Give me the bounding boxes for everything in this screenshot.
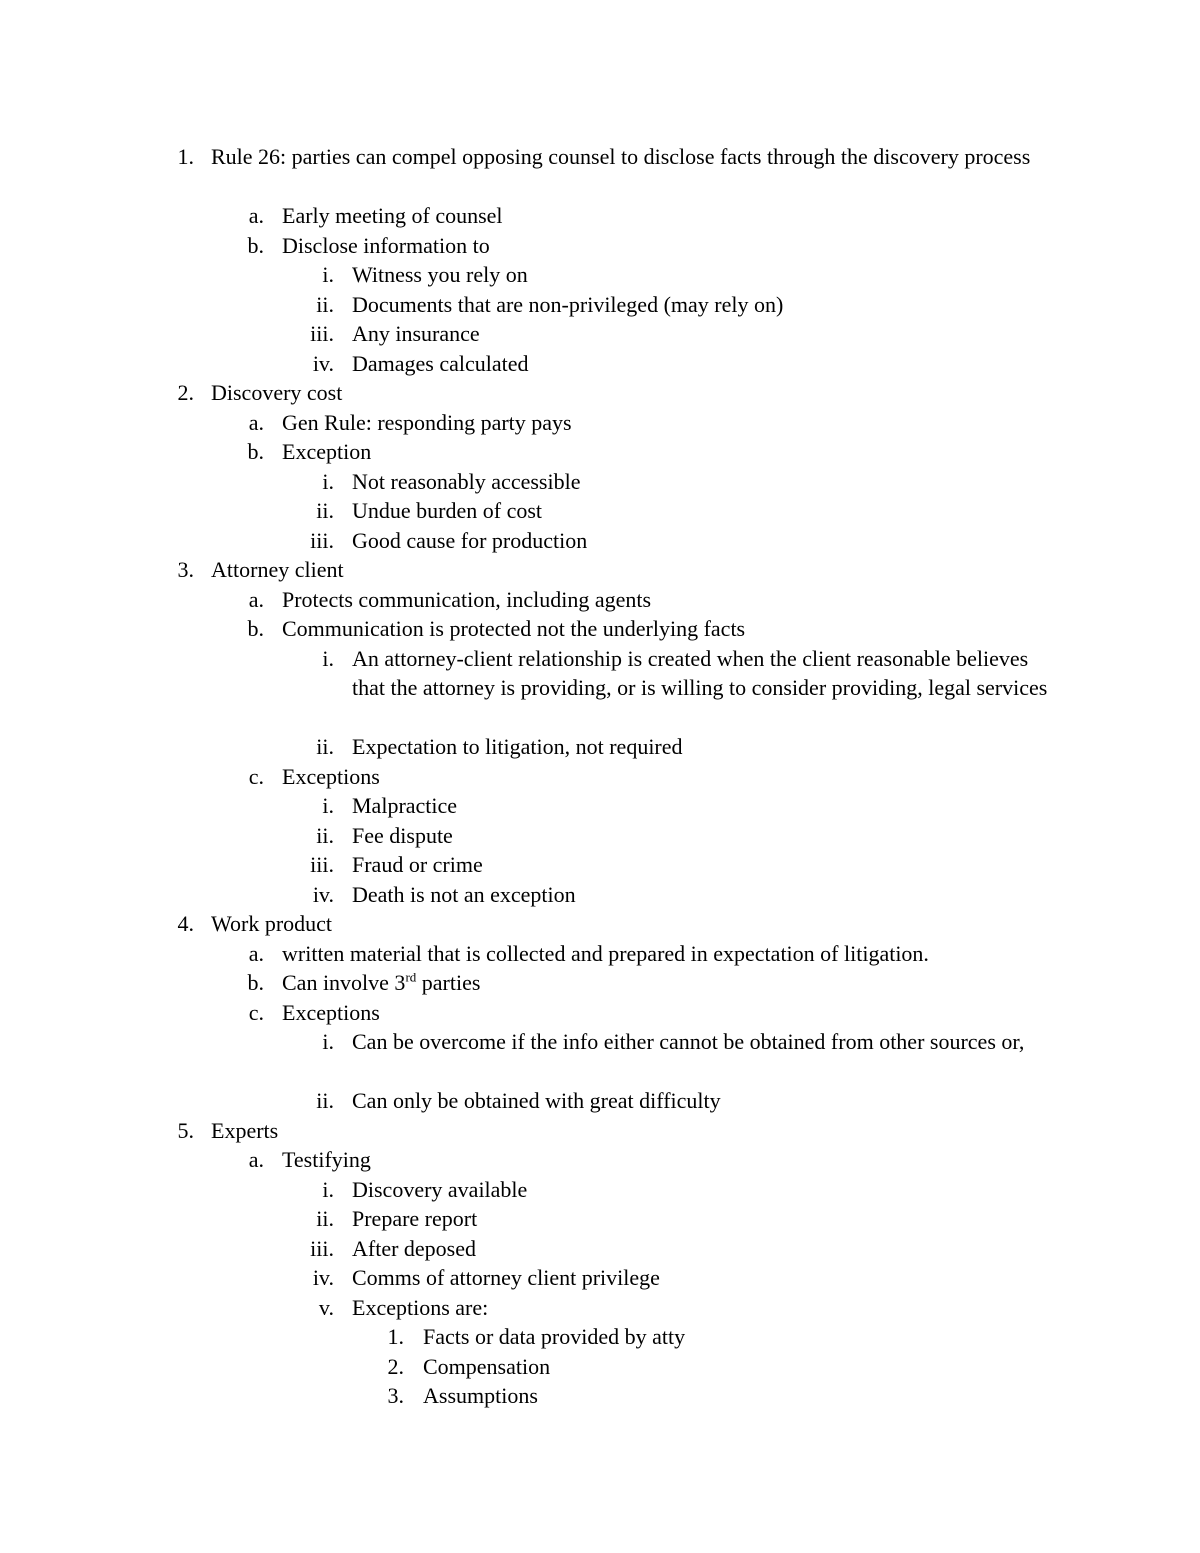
outline-item-level-1 <box>0 909 1200 939</box>
outline-item-level-3 <box>0 1086 1200 1116</box>
list-item-text: Good cause for production <box>352 527 588 553</box>
list-marker: iii. <box>310 321 334 346</box>
outline-item-level-3 <box>0 1234 1200 1264</box>
list-marker: 1. <box>177 144 194 169</box>
list-item-text: Communication is protected not the underlying facts <box>282 616 746 641</box>
list-marker: iv. <box>312 881 334 907</box>
list-item-text: Expectation to litigation, not required <box>352 734 683 759</box>
list-item-text: Malpractice <box>352 793 458 818</box>
list-item-text: Fraud or crime <box>352 852 483 877</box>
list-item-text: Death is not an exception <box>352 881 576 907</box>
list-marker: 3. <box>177 557 194 582</box>
list-marker: b. <box>247 439 264 464</box>
outline-item-level-1 <box>0 555 1200 585</box>
outline-item-level-4 <box>0 1352 1200 1382</box>
list-marker: 4. <box>177 911 194 936</box>
outline-item-level-1 <box>0 378 1200 408</box>
outline-item-level-3 <box>0 791 1200 821</box>
list-marker: i. <box>322 1176 334 1202</box>
list-marker: 1. <box>387 1324 404 1349</box>
list-marker: 3. <box>387 1383 404 1408</box>
list-marker: b. <box>247 616 264 641</box>
text-segment: Can involve 3 <box>282 970 406 995</box>
list-marker: i. <box>322 468 334 494</box>
outline-item-level-1 <box>0 1116 1200 1146</box>
list-item-text: Not reasonably accessible <box>352 468 581 494</box>
outline-item-level-3 <box>0 467 1200 497</box>
text-segment: parties <box>416 970 481 995</box>
outline-item-level-3 <box>0 850 1200 880</box>
outline-item-level-3 <box>0 319 1200 349</box>
outline-item-level-3 <box>0 1293 1200 1323</box>
list-item-text: Facts or data provided by atty <box>423 1324 686 1349</box>
list-marker: ii. <box>316 291 334 317</box>
list-item-text: written material that is collected and prepared in expectation of litigation. <box>282 940 929 966</box>
list-item-text: After deposed <box>352 1235 477 1261</box>
list-item-text: Assumptions <box>423 1383 538 1408</box>
list-marker: 2. <box>387 1353 404 1379</box>
list-item-text: Attorney client <box>211 557 344 582</box>
list-marker: 5. <box>177 1117 194 1143</box>
list-item-text: Exceptions are: <box>352 1294 489 1320</box>
list-marker: ii. <box>316 1088 334 1113</box>
list-marker: iv. <box>312 350 334 376</box>
outline-item-level-3 <box>0 1175 1200 1205</box>
list-item-text: Testifying <box>282 1147 371 1172</box>
list-item-text: Discovery available <box>352 1176 528 1202</box>
list-marker: a. <box>248 203 264 228</box>
list-marker: c. <box>248 999 264 1025</box>
outline-item-level-2 <box>0 614 1200 644</box>
outline-list <box>0 142 1200 1411</box>
outline-item-level-2 <box>0 437 1200 467</box>
outline-item-level-2 <box>0 408 1200 438</box>
list-marker: i. <box>322 262 334 287</box>
list-item-text: Undue burden of cost <box>352 498 543 523</box>
list-marker: iii. <box>310 852 334 877</box>
list-marker: i. <box>322 1029 334 1054</box>
list-item-text: Compensation <box>423 1353 551 1379</box>
list-item-text: Can be overcome if the info either cannot be obtained from other sources or, <box>352 1029 1025 1054</box>
outline-item-level-3 <box>0 349 1200 379</box>
outline-item-level-1 <box>0 142 1200 201</box>
list-marker: 2. <box>177 380 194 405</box>
outline-item-level-2 <box>0 968 1200 998</box>
list-marker: iii. <box>310 1235 334 1261</box>
list-item-text: Witness you rely on <box>352 262 528 287</box>
outline-item-level-2 <box>0 1145 1200 1175</box>
outline-item-level-3 <box>0 732 1200 762</box>
list-item-text: Prepare report <box>352 1206 478 1231</box>
outline-item-level-3 <box>0 1263 1200 1293</box>
list-item-text: Early meeting of counsel <box>282 203 503 228</box>
list-item-text: Protects communication, including agents <box>282 586 652 612</box>
list-marker: b. <box>247 970 264 995</box>
list-item-text: Experts <box>211 1117 279 1143</box>
list-item-text <box>282 968 1042 998</box>
outline-item-level-2 <box>0 201 1200 231</box>
list-marker: ii. <box>316 1206 334 1231</box>
list-marker: v. <box>318 1294 334 1320</box>
superscript-text: rd <box>405 969 417 985</box>
outline-item-level-3 <box>0 290 1200 320</box>
outline-item-level-2 <box>0 762 1200 792</box>
outline-item-level-3 <box>0 644 1200 733</box>
list-marker: iii. <box>310 527 334 553</box>
list-marker: a. <box>248 409 264 435</box>
list-marker: ii. <box>316 822 334 848</box>
outline-item-level-3 <box>0 526 1200 556</box>
list-marker: i. <box>322 793 334 818</box>
list-marker: ii. <box>316 734 334 759</box>
outline-item-level-4 <box>0 1322 1200 1352</box>
outline-item-level-3 <box>0 496 1200 526</box>
list-item-text: Discovery cost <box>211 380 343 405</box>
list-item-text: Work product <box>211 911 333 936</box>
list-item-text: Exceptions <box>282 763 380 789</box>
list-item-text: Disclose information to <box>282 232 490 258</box>
outline-item-level-4 <box>0 1381 1200 1411</box>
list-item-text: Rule 26: parties can compel opposing counsel to disclose facts through the discovery process <box>211 144 1031 169</box>
outline-item-level-2 <box>0 585 1200 615</box>
list-item-text: An attorney-client relationship is created when the client reasonable believes that the attorney is providing, or is willing to consider providing, legal services <box>352 645 1048 700</box>
list-marker: ii. <box>316 498 334 523</box>
outline-item-level-2 <box>0 939 1200 969</box>
list-item-text: Fee dispute <box>352 822 453 848</box>
list-item-text: Exception <box>282 439 372 464</box>
outline-item-level-2 <box>0 998 1200 1028</box>
list-marker: iv. <box>312 1265 334 1290</box>
list-marker: b. <box>247 232 264 258</box>
list-marker: a. <box>248 1147 264 1172</box>
list-item-text: Documents that are non-privileged (may rely on) <box>352 291 784 317</box>
list-marker: c. <box>248 763 264 789</box>
outline-item-level-3 <box>0 880 1200 910</box>
outline-item-level-3 <box>0 1027 1200 1086</box>
outline-item-level-3 <box>0 260 1200 290</box>
list-marker: a. <box>248 940 264 966</box>
list-marker: a. <box>248 586 264 612</box>
list-item-text: Damages calculated <box>352 350 529 376</box>
list-marker: i. <box>322 645 334 671</box>
list-item-text: Exceptions <box>282 999 380 1025</box>
outline-item-level-3 <box>0 821 1200 851</box>
list-item-text: Can only be obtained with great difficulty <box>352 1088 721 1113</box>
outline-item-level-2 <box>0 231 1200 261</box>
outline-item-level-3 <box>0 1204 1200 1234</box>
list-item-text: Comms of attorney client privilege <box>352 1265 660 1290</box>
list-item-text: Gen Rule: responding party pays <box>282 409 572 435</box>
list-item-text: Any insurance <box>352 321 480 346</box>
